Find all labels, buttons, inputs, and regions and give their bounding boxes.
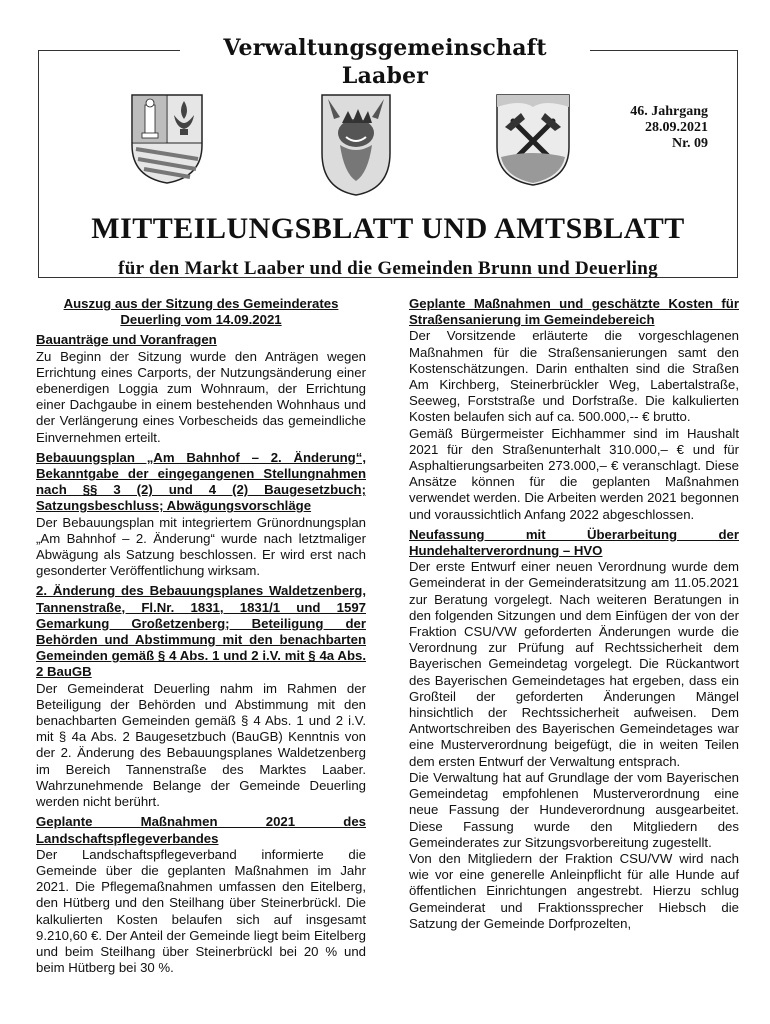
section-text: Der Vorsitzende erläuterte die vorgeschlagenen Maßnahmen für die Straßensanierungen samt den Kostenschätzungen. Darin enthalten sind die Straßen Am Kirchberg, Steinerbrückler Weg, Labertalstraße, Seeweg, Forststraße und Dorfstraße. Die kalkulierten Kosten belaufen sich auf ca. 500.000,-- € brutto. [409, 328, 739, 425]
issue-volume: 46. Jahrgang [630, 104, 708, 119]
section-heading: Geplante Maßnahmen und geschätzte Kosten für Straßensanierung im Gemeindebereich [409, 296, 739, 328]
masthead-title: Verwaltungsgemeinschaft Laaber [180, 34, 590, 90]
section-heading: Bebauungsplan „Am Bahnhof – 2. Änderung“, Bekanntgabe der eingegangenen Stellungnahmen nach §§ 3 (2) und 4 (2) Baugesetzbuch; Satzungsbeschluss; Abwägungsvorschläge [36, 449, 366, 514]
newsletter-subtitle: für den Markt Laaber und die Gemeinden Brunn und Deuerling [118, 258, 658, 279]
section-text: Der Landschaftspflegeverband informierte die Gemeinde über die geplanten Maßnahmen im Jahr 2021. Die Pflegemaßnahmen umfassen den Eitelberg, den Hütberg und den Steilhang über Steinerbrückl. Die kalkulierten Kosten belaufen sich auf insgesamt 9.210,60 €. Der Anteil der Gemeinde liegt beim Eitelberg und beim Steilhang über Steinerbrückl bei 20 % und beim Hütberg bei 30 %. [36, 846, 366, 976]
issue-info [630, 104, 708, 152]
section-text: Gemäß Bürgermeister Eichhammer sind im Haushalt 2021 für den Straßenunterhalt 310.000,– € und für Asphaltierungsarbeiten 273.000,– € veranschlagt. Diese Ansätze können für die geplanten Maßnahmen verwendet werden. Die Arbeiten werden 2021 begonnen und voraussichtlich Anfang 2022 abgeschlossen. [409, 425, 739, 522]
section-heading: Bauanträge und Voranfragen [36, 332, 217, 348]
section-text: Zu Beginn der Sitzung wurde den Anträgen wegen Errichtung eines Carports, der Nutzungsänderung einer ebenerdigen Loggia zum Wohnraum, der Errichtung einer Dachgaube in einem bestehenden Wohnhaus und der Verlängerung eines Vorbescheids das gemeindliche Einvernehmen erteilt. [36, 348, 366, 445]
section-text: Der erste Entwurf einer neuen Verordnung wurde dem Gemeinderat in der Gemeinderatsitzung am 11.05.2021 zur Beratung vorgelegt. Nach weiteren Beratungen in den folgenden Sitzungen und dem Einfügen der von der Fraktion CSU/VW geforderten Änderungen wurde die Verordnung zur Prüfung auf Rechtssicherheit dem Bayerischen Gemeindetag vorgelegt. Die Rückantwort des Bayerischen Gemeindetages hat ergeben, dass ein Großteil der geforderten Änderungen Mängel hinsichtlich der Rechtssicherheit aufweisen. Dem Antwortschreiben des Bayerischen Gemeindetages war eine Musterverordnung beigefügt, die in weiten Teilen dem ersten Entwurf der Verwaltung entsprach. [409, 559, 739, 769]
right-column [409, 296, 739, 932]
issue-date: 28.09.2021 [645, 120, 708, 135]
section-text: Der Bebauungsplan mit integriertem Grünordnungsplan „Am Bahnhof – 2. Änderung“ wurde nach letztmaliger Abwägung als Satzung beschlossen. Er wird erst nach gesonderter Veröffentlichung wirksam. [36, 514, 366, 579]
section-heading: Geplante Maßnahmen 2021 des Landschaftspflegeverbandes [36, 814, 366, 846]
deuerling-coat-of-arms-icon [495, 93, 571, 187]
section-heading: Neufassung mit Überarbeitung der Hundehalterverordnung – HVO [409, 526, 739, 559]
brunn-coat-of-arms-icon [320, 93, 392, 197]
section-text: Der Gemeinderat Deuerling nahm im Rahmen der Beteiligung der Behörden und Abstimmung mit den benachbarten Gemeinden gemäß § 4 Abs. 1 und 2 i.V. mit § 4a Abs. 2 Baugesetzbuch (BauGB) Kenntnis von der 2. Änderung des Bebauungsplanes Waldetzenberg im Bereich Tannenstraße des Marktes Laaber. Wahrzunehmende Belange der Gemeinde Deuerling werden nicht berührt. [36, 680, 366, 810]
left-column [36, 296, 366, 976]
issue-number: Nr. 09 [671, 136, 708, 151]
newsletter-title: MITTEILUNGSBLATT UND AMTSBLATT [91, 212, 685, 245]
section-heading: 2. Änderung des Bebauungsplanes Waldetzenberg, Tannenstraße, Fl.Nr. 1831, 1831/1 und 1597 Gemarkung Großetzenberg; Beteiligung der Behörden und Abstimmung mit den benachbarten Gemeinden gemäß § 4 Abs. 1 und 2 i.V. mit § 4a Abs. 2 BauGB [36, 583, 366, 680]
laaber-coat-of-arms-icon [130, 93, 204, 185]
session-heading: Auszug aus der Sitzung des Gemeinderates Deuerling vom 14.09.2021 [63, 296, 339, 328]
section-text: Von den Mitgliedern der Fraktion CSU/VW wird nach wie vor eine generelle Anleinpflicht für alle Hunde auf öffentlichen Einrichtungen angestrebt. Hierzu schlug Gemeinderat und Fraktionssprecher Hiebsch die Satzung der Gemeinde Dorfprozelten, [409, 850, 739, 931]
section-text: Die Verwaltung hat auf Grundlage der vom Bayerischen Gemeindetag empfohlenen Musterverordnung eine neue Fassung der Hundeverordnung ausgearbeitet. Diese Fassung wurde den Mitgliedern des Gemeinderates zur Sitzungsvorbereitung zugestellt. [409, 769, 739, 850]
